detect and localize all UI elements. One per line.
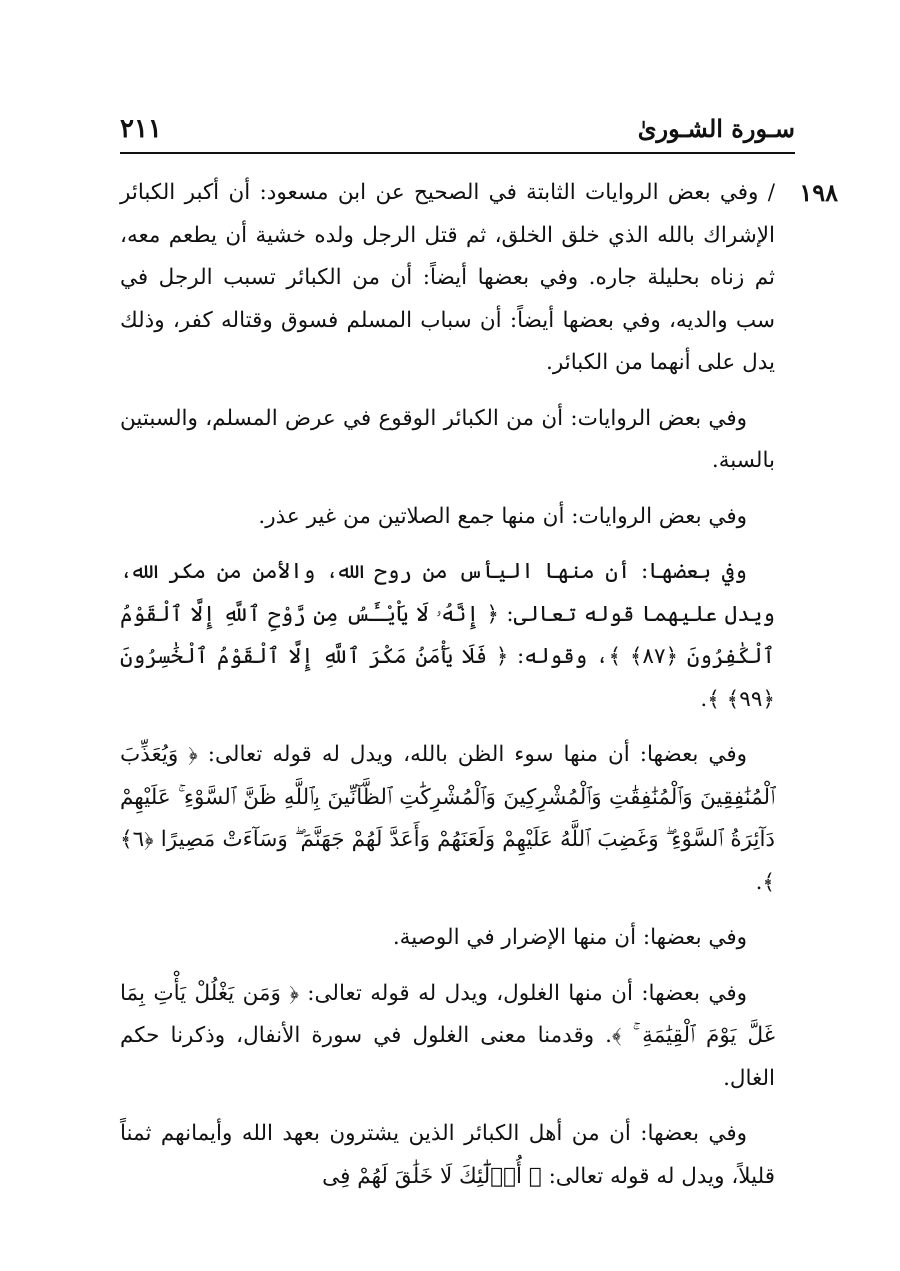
paragraph-3: وفي بعض الروايات: أن منها جمع الصلاتين من غير عذر. [258,503,747,529]
paragraph-5: وفي بعضها: أن منها سوء الظن بالله، ويدل له قوله تعالى: ﴿ وَيُعَذِّبَ ٱلْمُنَٰفِقِينَ وَٱلْمُنَٰفِقَٰتِ وَٱلْمُشْرِكِينَ وَٱلْمُشْرِكَٰتِ ٱلظَّآنِّينَ بِٱللَّهِ ظَنَّ ٱلسَّوْءِ ۚ عَلَيْهِمْ دَآئِرَةُ ٱلسَّوْءِ ۖ وَغَضِبَ ٱللَّهُ عَلَيْهِمْ وَلَعَنَهُمْ وَأَعَدَّ لَهُمْ جَهَنَّمَ ۖ وَسَآءَتْ مَصِيرًا ﴿٦﴾ ﴾. [120,742,775,895]
paragraph-2: وفي بعض الروايات: أن من الكبائر الوقوع في عرض المسلم، والسبتين بالسبة. [120,405,775,473]
page-number: ٢١١ [120,114,162,144]
paragraph-7: وفي بعضها: أن منها الغلول، ويدل له قوله تعالى: ﴿ وَمَن يَغْلُلْ يَأْتِ بِمَا غَلَّ يَوْمَ ٱلْقِيَٰمَةِ ۚ ﴾. وقدمنا معنى الغلول في سورة الأنفال، وذكرنا حكم الغال. [120,980,775,1091]
paragraph-8: وفي بعضها: أن من أهل الكبائر الذين يشترون بعهد الله وأيمانهم ثمناً قليلاً، ويدل له قوله تعالى: ﴿ أُو۟لَٰٓئِكَ لَا خَلَٰقَ لَهُمْ فِى [120,1121,775,1189]
main-text [120,172,775,1211]
page-header [120,112,795,154]
paragraph-4: وفي بعضها: أن منها اليأس من روح الله، والأمن من مكر الله، ويدل عليهما قوله تعالى: ﴿ إِنَّهُۥ لَا يَاْيْـَٔسُ مِن رَّوْحِ ٱللَّهِ إِلَّا ٱلْقَوْمُ ٱلْكَٰفِرُونَ ﴿٨٧﴾ ﴾، وقوله: ﴿ فَلَا يَأْمَنُ مَكْرَ ٱللَّهِ إِلَّا ٱلْقَوْمُ ٱلْخَٰسِرُونَ ﴿٩٩﴾ ﴾. [120,559,775,712]
paragraph-1: / وفي بعض الروايات الثابتة في الصحيح عن ابن مسعود: أن أكبر الكبائر الإشراك بالله الذي خلق الخلق، ثم قتل الرجل ولده خشية أن يطعم معه، ثم زناه بحليلة جاره. وفي بعضها أيضاً: أن من الكبائر تسبب الرجل في سب والديه، وفي بعضها أيضاً: أن سباب المسلم فسوق وقتاله كفر، وذلك يدل على أنهما من الكبائر. [120,180,775,375]
paragraph-6: وفي بعضها: أن منها الإضرار في الوصية. [392,925,747,950]
running-title: سـورة الشـورىٰ [637,114,795,143]
margin-page-reference: ١٩٨ [799,178,838,207]
